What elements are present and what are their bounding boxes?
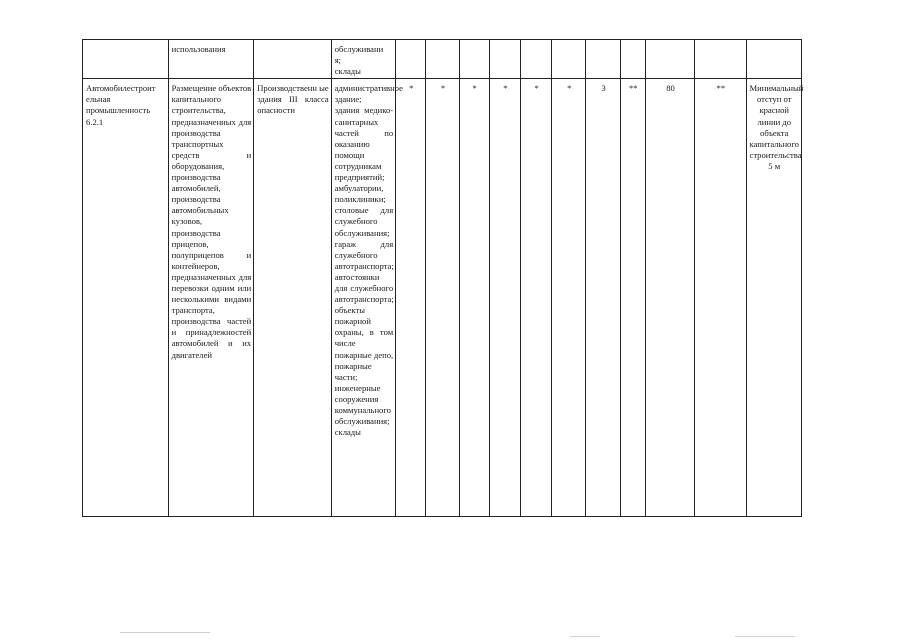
param-value-cell: 80	[645, 79, 694, 517]
param-cell	[645, 40, 694, 79]
param-cell	[695, 40, 746, 79]
param-cell	[459, 40, 489, 79]
zone-name-cell: Автомобилестроит ельная промышленность 6.2.1	[83, 79, 169, 517]
object-type-cell	[254, 40, 332, 79]
param-value-cell: *	[396, 79, 426, 517]
param-value-cell: *	[426, 79, 459, 517]
description-cell: Размещение объектов капитального строительства, предназначенных для производства транспортных средств и оборудования, производства автомобилей, производства автомобильных кузовов, производства прицепов, полуприцепов и контейнеров, предназначенных для перевозки одним или несколькими видами транспорта, производства частей и принадлежностей автомобилей и их двигателей	[168, 79, 254, 517]
param-cell	[586, 40, 620, 79]
param-cell	[426, 40, 459, 79]
zoning-regulations-table	[82, 39, 802, 517]
param-value-cell: 3	[586, 79, 620, 517]
capital-objects-cell: обслуживани я; склады	[331, 40, 395, 79]
param-cell	[620, 40, 645, 79]
param-value-cell: *	[552, 79, 586, 517]
object-type-cell: Производственн ые здания III класса опасности	[254, 79, 332, 517]
param-value-cell: **	[620, 79, 645, 517]
param-cell	[489, 40, 520, 79]
param-value-cell: *	[489, 79, 520, 517]
param-cell	[396, 40, 426, 79]
scan-artifact	[570, 636, 600, 637]
param-value-cell: *	[459, 79, 489, 517]
table-row	[83, 40, 802, 79]
param-value-cell: **	[695, 79, 746, 517]
permitted-use-cell: использования	[168, 40, 254, 79]
scan-artifact	[735, 636, 795, 637]
param-cell	[552, 40, 586, 79]
param-value-cell: *	[520, 79, 551, 517]
table-row	[83, 79, 802, 517]
capital-objects-cell: административное здание; здания медико-санитарных частей по оказанию помощи сотрудникам предприятий; амбулатории, поликлиники; столовые для служебного обслуживания; гараж для служебного автотранспорта; автостоянки для служебного автотранспорта; объекты пожарной охраны, в том числе пожарные депо, пожарные части; инженерные сооружения коммунального обслуживания; склады	[331, 79, 395, 517]
scan-artifact	[120, 632, 210, 633]
note-cell	[746, 40, 802, 79]
zone-name-cell	[83, 40, 169, 79]
note-cell: Минимальный отступ от красной линии до объекта капитального строительства 5 м	[746, 79, 802, 517]
param-cell	[520, 40, 551, 79]
